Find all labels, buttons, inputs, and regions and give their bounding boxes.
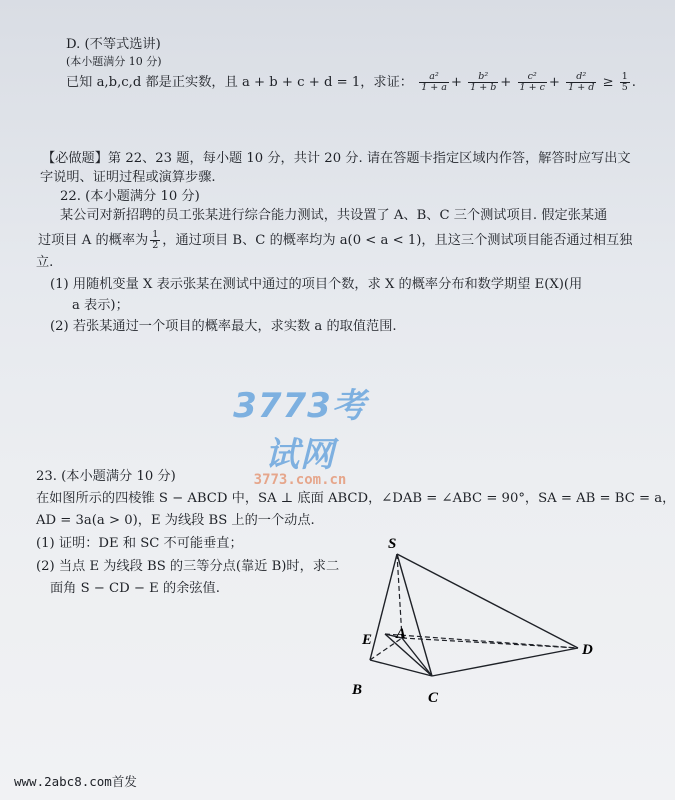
q22-fraction-half: $\frac{1}{2}$ xyxy=(152,229,159,251)
q22-line2-b: ，通过项目 B、C 的概率均为 a(0 < a < 1)，且这三个测试项目能否通过相互独 xyxy=(162,233,633,248)
q23-line1: 在如图所示的四棱锥 S − ABCD 中，SA ⊥ 底面 ABCD，∠DAB = ∠ABC = 90°，SA = AB = BC = a， xyxy=(36,491,675,506)
edge-sd xyxy=(397,554,578,648)
result-fraction: $\frac{1}{5}$ xyxy=(621,71,628,93)
fraction-a: $\frac{\text{a²}}{1 + a}$ xyxy=(421,71,447,93)
q22-heading: 22. (本小题满分 10 分) xyxy=(60,189,200,204)
q22-line1: 某公司对新招聘的员工张某进行综合能力测试，共设置了 A、B、C 三个测试项目. 假定张某通 xyxy=(60,208,608,223)
pyramid-figure xyxy=(340,530,600,710)
label-s: S xyxy=(388,536,397,552)
fraction-c: $\frac{\text{c²}}{1 + c}$ xyxy=(519,71,545,93)
fraction-b: $\frac{\text{b²}}{1 + b}$ xyxy=(470,71,497,93)
watermark-logo xyxy=(220,378,380,488)
q22-line3: 立. xyxy=(36,255,54,270)
q22-part1-a: (1) 用随机变量 X 表示张某在测试中通过的项目个数，求 X 的概率分布和数学期望 E(X)(用 xyxy=(50,277,583,292)
q22-line2 xyxy=(38,230,632,251)
label-d: D xyxy=(582,642,593,658)
section-d-stem: 已知 a,b,c,d 都是正实数，且 a + b + c + d = 1，求证： xyxy=(66,75,413,90)
q23-part1: (1) 证明：DE 和 SC 不可能垂直； xyxy=(36,536,243,551)
label-c: C xyxy=(428,690,439,706)
footer-source: www.2abc8.com首发 xyxy=(14,774,137,789)
inequality-sign: ≥ xyxy=(602,75,614,90)
section-d-stem-line: 已知 a,b,c,d 都是正实数，且 a + b + c + d = 1，求证： $\frac{\text{a²}}{1 + a}$ + $\frac{\text{b²}}{1 + b}$ + $\frac{\text{c²}}{1 + c}$ + $\frac{\text{d²}}{1 + d}$ ≥ $\frac{1}{5}$ . xyxy=(66,71,636,93)
q23-heading: 23. (本小题满分 10 分) xyxy=(36,469,176,484)
edge-ed-hidden xyxy=(385,634,578,648)
label-b: B xyxy=(352,682,363,698)
fraction-d: $\frac{\text{d²}}{1 + d}$ xyxy=(568,71,595,93)
q22-part2: (2) 若张某通过一个项目的概率最大，求实数 a 的取值范围. xyxy=(50,319,397,334)
edge-sc xyxy=(397,554,432,676)
edge-ac-solid xyxy=(402,638,432,676)
required-line2: 字说明、证明过程或演算步骤. xyxy=(40,170,216,185)
required-line1: 【必做题】第 22、23 题，每小题 10 分，共计 20 分. 请在答题卡指定区域内作答，解答时应写出文 xyxy=(42,151,631,166)
q22-part1-b: a 表示)； xyxy=(72,298,129,313)
q23-line2: AD = 3a(a > 0)，E 为线段 BS 上的一个动点. xyxy=(36,513,315,528)
section-d-score: (本小题满分 10 分) xyxy=(66,55,162,68)
edge-cd xyxy=(432,648,578,676)
watermark-url: 3773.com.cn xyxy=(253,472,347,488)
watermark-brand: 3773考试网 xyxy=(233,386,367,475)
section-d-heading: D. (不等式选讲) xyxy=(66,37,161,52)
edge-ad-hidden xyxy=(402,638,578,648)
q23-part2-a: (2) 当点 E 为线段 BS 的三等分点(靠近 B)时，求二 xyxy=(36,559,340,574)
label-a: A xyxy=(396,626,407,642)
q23-part2-b: 面角 S − CD − E 的余弦值. xyxy=(50,581,220,596)
q22-line2-a: 过项目 A 的概率为 xyxy=(38,233,149,248)
label-e: E xyxy=(362,632,373,648)
